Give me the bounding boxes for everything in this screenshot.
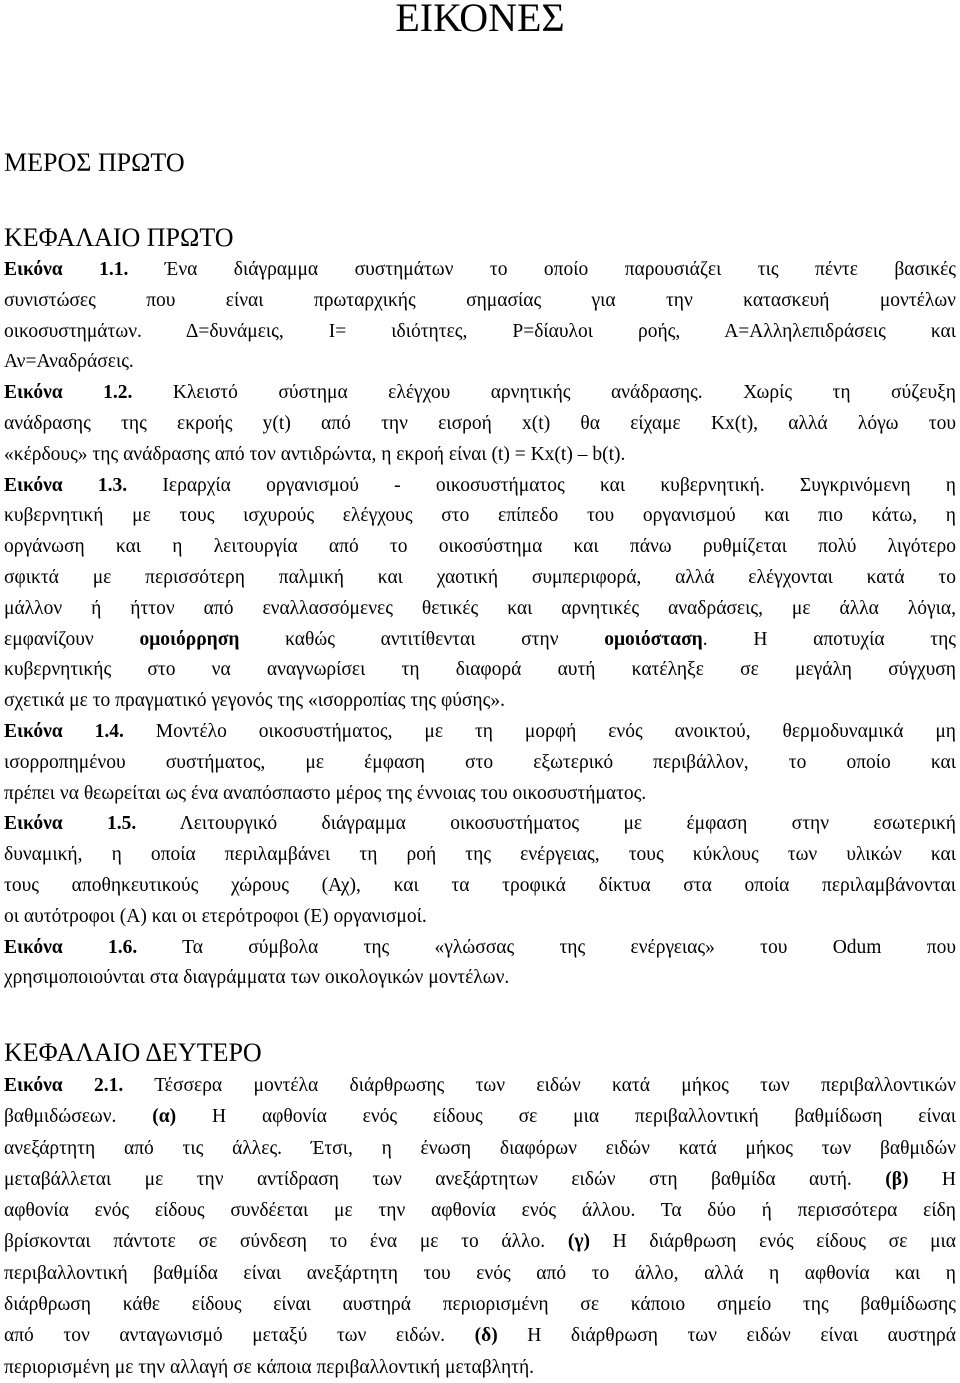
caption-line	[4, 1352, 956, 1383]
caption-line	[4, 440, 956, 471]
caption-text: περιορισμένη με την αλλαγή σε κάποια περιβαλλοντική μεταβλητή.	[4, 1356, 535, 1378]
caption-text: συνιστώσες που είναι πρωταρχικής σημασίας για την κατασκευή μοντέλων	[4, 289, 956, 311]
caption-text: βαθμιδώσεων.	[4, 1106, 153, 1128]
caption-text: εμφανίζουν	[4, 628, 140, 650]
caption-text: Ένα διάγραμμα συστημάτων το οποίο παρουσιάζει τις πέντε βασικές	[128, 259, 956, 280]
caption-text: . Η αποτυχία της	[702, 628, 956, 650]
caption-text: μάλλον ή ήττον από εναλλασσόμενες θετικές και αρνητικές αναδράσεις, με άλλα λόγια,	[4, 597, 956, 619]
caption-line	[4, 1164, 956, 1195]
caption-line	[4, 1133, 956, 1164]
caption-line	[4, 471, 956, 502]
caption-line	[4, 1289, 956, 1320]
caption-line	[4, 286, 956, 317]
caption-bold-text: Εικόνα 1.2.	[4, 382, 133, 404]
caption-line	[4, 1320, 956, 1351]
caption-line	[4, 563, 956, 594]
caption-text: Η αφθονία ενός είδους σε μια περιβαλλοντική βαθμίδωση είναι	[176, 1106, 956, 1128]
caption-line	[4, 409, 956, 440]
caption-bold-text: Εικόνα 1.1.	[4, 259, 129, 280]
caption-bold-text: Εικόνα 1.6.	[4, 936, 138, 958]
caption-bold-text: Εικόνα 1.4.	[4, 720, 124, 742]
caption-text: Ιεραρχία οργανισμού - οικοσυστήματος και κυβερνητική. Συγκρινόμενη η	[127, 474, 956, 496]
chapter-one-heading: ΚΕΦΑΛΑΙΟ ΠΡΩΤΟ	[4, 223, 234, 252]
part-heading: ΜΕΡΟΣ ΠΡΩΤΟ	[4, 148, 185, 177]
caption-text: δυναμική, η οποία περιλαμβάνει τη ροή της ενέργειας, τους κύκλους των υλικών και	[4, 844, 956, 866]
caption-bold-text: Εικόνα 1.5.	[4, 813, 137, 835]
caption-line	[4, 317, 956, 348]
chapter-two-section	[4, 1036, 956, 1383]
caption-line	[4, 1070, 956, 1101]
caption-text: Αν=Αναδράσεις.	[4, 351, 134, 373]
caption-bold-text: ομοιόρρηση	[139, 628, 240, 650]
caption-text: ανεξάρτητη από τις άλλες. Έτσι, η ένωση διαφόρων ειδών κατά μήκος των βαθμιδών	[4, 1137, 956, 1159]
caption-text: Μοντέλο οικοσυστήματος, με τη μορφή ενός ανοικτού, θερμοδυναμικά μη	[123, 720, 956, 742]
caption-line	[4, 871, 956, 902]
caption-text: καθώς αντιτίθενται στην	[239, 628, 605, 650]
caption-line	[4, 809, 956, 840]
caption-bold-text: (α)	[152, 1106, 177, 1128]
caption-line	[4, 655, 956, 686]
caption-line	[4, 963, 956, 994]
caption-text: χρησιμοποιούνται στα διαγράμματα των οικολογικών μοντέλων.	[4, 967, 510, 989]
caption-line	[4, 532, 956, 563]
caption-text: «κέρδους» της ανάδρασης από τον αντιδρώντα, η εκροή είναι (t) = Kx(t) – b(t).	[4, 443, 626, 465]
chapter-two-heading: ΚΕΦΑΛΑΙΟ ΔΕΥΤΕΡΟ	[4, 1038, 262, 1067]
caption-text: από τον ανταγωνισμό μεταξύ των ειδών.	[4, 1325, 475, 1347]
caption-text: οικοσυστημάτων. Δ=δυνάμεις, Ι= ιδιότητες, Ρ=δίαυλοι ροής, Α=Αλληλεπιδράσεις και	[4, 320, 956, 342]
caption-text: βρίσκονται πάντοτε σε σύνδεση το ένα με το άλλο.	[4, 1231, 568, 1253]
caption-line	[4, 625, 956, 656]
caption-line	[4, 933, 956, 964]
caption-bold-text: (δ)	[474, 1325, 498, 1347]
caption-bold-text: ομοιόσταση	[604, 628, 703, 650]
caption-text: ανάδρασης της εκροής y(t) από την εισροή x(t) θα είχαμε Kx(t), αλλά λόγω του	[4, 412, 956, 434]
caption-line	[4, 779, 956, 810]
caption-line	[4, 255, 956, 286]
caption-line	[4, 902, 956, 933]
caption-line	[4, 686, 956, 717]
caption-line	[4, 1258, 956, 1289]
chapter-one-captions	[4, 255, 956, 994]
chapter-one-section	[4, 221, 956, 994]
caption-line	[4, 717, 956, 748]
caption-bold-text: Εικόνα 1.3.	[4, 474, 128, 496]
caption-text: Η	[908, 1168, 956, 1190]
caption-text: Λειτουργικό διάγραμμα οικοσυστήματος με έμφαση στην εσωτερική	[136, 813, 956, 835]
caption-line	[4, 1195, 956, 1226]
caption-line	[4, 1226, 956, 1257]
caption-text: μεταβάλλεται με την αντίδραση των ανεξάρτητων ειδών στη βαθμίδα αυτή.	[4, 1168, 886, 1190]
caption-text: τους αποθηκευτικούς χώρους (Αχ), και τα τροφικά δίκτυα στα οποία περιλαμβάνονται	[4, 874, 956, 896]
caption-line	[4, 347, 956, 378]
caption-bold-text: Εικόνα 2.1.	[4, 1075, 124, 1096]
chapter-two-captions	[4, 1070, 956, 1383]
caption-bold-text: (β)	[885, 1168, 909, 1190]
caption-text: Τα σύμβολα της «γλώσσας της ενέργειας» του Odum που	[137, 936, 956, 958]
caption-text: περιβαλλοντική βαθμίδα είναι ανεξάρτητη του ενός από το άλλο, αλλά η αφθονία και η	[4, 1262, 956, 1284]
caption-text: διάρθρωση κάθε είδους είναι αυστηρά περιορισμένη σε κάποιο σημείο της βαθμίδωσης	[4, 1294, 956, 1316]
caption-text: αφθονία ενός είδους συνδέεται με την αφθονία ενός άλλου. Τα δύο ή περισσότερα είδη	[4, 1200, 956, 1222]
caption-line	[4, 1101, 956, 1132]
caption-text: Κλειστό σύστημα ελέγχου αρνητικής ανάδρασης. Χωρίς τη σύζευξη	[132, 382, 956, 404]
caption-line	[4, 748, 956, 779]
caption-bold-text: (γ)	[567, 1231, 590, 1253]
caption-text: Η διάρθρωση των ειδών είναι αυστηρά	[497, 1325, 956, 1347]
caption-text: κυβερνητική με τους ισχυρούς ελέγχους στο επίπεδο του οργανισμού και πιο κάτω, η	[4, 505, 956, 527]
caption-line	[4, 501, 956, 532]
caption-text: σχετικά με το πραγματικό γεγονός της «ισορροπίας της φύσης».	[4, 690, 505, 712]
caption-text: Η διάρθρωση ενός είδους σε μια	[589, 1231, 956, 1253]
caption-text: οι αυτότροφοι (Α) και οι ετερότροφοι (Ε) οργανισμοί.	[4, 905, 427, 927]
caption-line	[4, 840, 956, 871]
caption-line	[4, 594, 956, 625]
caption-text: οργάνωση και η λειτουργία από το οικοσύστημα και πάνω ρυθμίζεται πολύ λιγότερο	[4, 536, 956, 558]
caption-text: σφικτά με περισσότερη παλμική και χαοτική συμπεριφορά, αλλά ελέγχονται κατά το	[4, 566, 956, 588]
caption-text: κυβερνητικής στο να αναγνωρίσει τη διαφορά αυτή κατέληξε σε μεγάλη σύγχυση	[4, 659, 956, 681]
caption-text: ισορροπημένου συστήματος, με έμφαση στο εξωτερικό περιβάλλον, το οποίο και	[4, 751, 956, 773]
caption-line	[4, 378, 956, 409]
page-title: ΕΙΚΟΝΕΣ	[395, 0, 565, 40]
caption-text: Τέσσερα μοντέλα διάρθρωσης των ειδών κατά μήκος των περιβαλλοντικών	[123, 1075, 956, 1096]
caption-text: πρέπει να θεωρείται ως ένα αναπόσπαστο μέρος της έννοιας του οικοσυστήματος.	[4, 782, 647, 804]
